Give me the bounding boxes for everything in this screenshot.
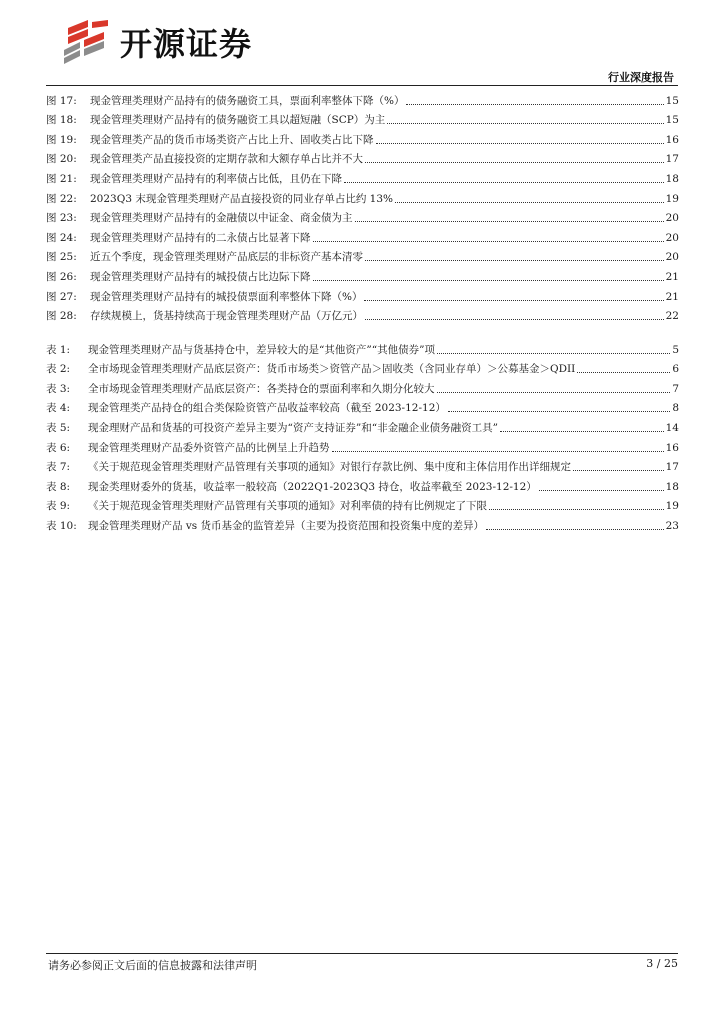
dot-leader [365, 161, 664, 163]
table-label: 表 9: [46, 500, 71, 513]
table-page: 8 [672, 402, 679, 415]
figure-page: 15 [665, 94, 679, 107]
figure-label: 图 20: [46, 153, 77, 166]
figure-label: 图 25: [46, 251, 77, 264]
table-title: 现金理财产品和货基的可投资产差异主要为“资产支持证券”和“非金融企业债务融资工具” [88, 421, 498, 434]
dot-leader [365, 259, 664, 261]
table-page: 19 [665, 500, 679, 513]
figure-title: 现金管理类产品的货币市场类资产占比上升、固收类占比下降 [90, 133, 374, 146]
table-entry[interactable] [46, 494, 679, 514]
figure-title: 现金管理类理财产品持有的债务融资工具以超短融（SCP）为主 [90, 114, 386, 127]
figure-entry[interactable] [46, 166, 679, 186]
figure-entry[interactable] [46, 206, 679, 226]
dot-leader [437, 352, 670, 354]
figure-page: 22 [665, 310, 679, 323]
header-divider [46, 85, 678, 86]
table-list [46, 337, 679, 533]
dot-leader [376, 142, 664, 144]
figure-entry[interactable] [46, 88, 679, 108]
table-page: 18 [665, 480, 679, 493]
figure-title: 现金管理类理财产品持有的利率债占比低，且仍在下降 [90, 172, 342, 185]
report-type-label: 行业深度报告 [608, 71, 674, 84]
figure-entry[interactable] [46, 186, 679, 206]
figure-title: 2023Q3 末现金管理类理财产品直接投资的同业存单占比约 13% [90, 192, 394, 205]
figure-entry[interactable] [46, 108, 679, 128]
table-page: 7 [672, 382, 679, 395]
table-page: 16 [665, 441, 679, 454]
page-header [0, 0, 724, 90]
figure-entry[interactable] [46, 284, 679, 304]
figure-title: 现金管理类产品直接投资的定期存款和大额存单占比并不大 [90, 153, 363, 166]
table-title: 《关于规范现金管理类理财产品管理有关事项的通知》对银行存款比例、集中度和主体信用作出详细规定 [88, 461, 571, 474]
company-logo-icon [58, 20, 116, 64]
table-label: 表 10: [46, 519, 77, 532]
figure-entry[interactable] [46, 147, 679, 167]
figure-label: 图 22: [46, 192, 77, 205]
dot-leader [486, 528, 664, 530]
table-page: 23 [665, 519, 679, 532]
figure-page: 20 [665, 231, 679, 244]
dot-leader [489, 508, 664, 510]
disclaimer-note: 请务必参阅正文后面的信息披露和法律声明 [48, 959, 257, 972]
table-entry[interactable] [46, 376, 679, 396]
dot-leader [344, 181, 664, 183]
dot-leader [577, 371, 670, 373]
table-entry[interactable] [46, 435, 679, 455]
figure-page: 20 [665, 251, 679, 264]
dot-leader [313, 279, 664, 281]
figure-label: 图 19: [46, 133, 77, 146]
table-label: 表 7: [46, 461, 71, 474]
table-entry[interactable] [46, 415, 679, 435]
table-title: 现金类理财委外的货基，收益率一般较高（2022Q1-2023Q3 持仓，收益率截至 2023-12-12） [88, 480, 537, 493]
page-number: 3 / 25 [646, 957, 678, 970]
figure-page: 17 [665, 153, 679, 166]
company-name: 开源证券 [120, 25, 253, 63]
table-entry[interactable] [46, 474, 679, 494]
figure-label: 图 23: [46, 212, 77, 225]
table-label: 表 1: [46, 343, 71, 356]
figure-page: 19 [665, 192, 679, 205]
figure-entry[interactable] [46, 245, 679, 265]
figure-label: 图 26: [46, 270, 77, 283]
dot-leader [437, 391, 671, 393]
figure-entry[interactable] [46, 304, 679, 324]
table-page: 6 [672, 363, 679, 376]
dot-leader [332, 450, 664, 452]
dot-leader [313, 240, 664, 242]
dot-leader [395, 201, 664, 203]
figure-page: 21 [665, 270, 679, 283]
table-title: 现金管理类理财产品 vs 货币基金的监管差异（主要为投资范围和投资集中度的差异） [88, 519, 484, 532]
table-label: 表 8: [46, 480, 71, 493]
footer-divider [46, 953, 678, 954]
figure-list [46, 88, 679, 323]
figure-title: 现金管理类理财产品持有的金融债以中证金、商金债为主 [90, 212, 353, 225]
figure-page: 18 [665, 172, 679, 185]
figure-label: 图 28: [46, 310, 77, 323]
figure-label: 图 21: [46, 172, 77, 185]
dot-leader [406, 103, 663, 105]
figure-title: 现金管理类理财产品持有的二永债占比显著下降 [90, 231, 311, 244]
figure-page: 20 [665, 212, 679, 225]
table-title: 现金管理类理财产品与货基持仓中，差异较大的是“其他资产”“其他债券”项 [88, 343, 435, 356]
table-title: 全市场现金管理类理财产品底层资产：货币市场类＞资管产品＞固收类（含同业存单）＞公募基金＞QDII [88, 363, 576, 376]
table-entry[interactable] [46, 455, 679, 475]
dot-leader [365, 318, 664, 320]
figure-page: 16 [665, 133, 679, 146]
table-page: 5 [672, 343, 679, 356]
table-title: 全市场现金管理类理财产品底层资产：各类持仓的票面利率和久期分化较大 [88, 382, 435, 395]
company-logo [58, 20, 252, 64]
table-label: 表 5: [46, 421, 71, 434]
table-entry[interactable] [46, 513, 679, 533]
table-title: 现金管理类产品持仓的组合类保险资管产品收益率较高（截至 2023-12-12） [88, 402, 446, 415]
table-entry[interactable] [46, 396, 679, 416]
table-page: 14 [665, 421, 679, 434]
figure-title: 现金管理类理财产品持有的城投债票面利率整体下降（%） [90, 290, 363, 303]
figure-page: 21 [665, 290, 679, 303]
table-entry[interactable] [46, 337, 679, 357]
table-label: 表 4: [46, 402, 71, 415]
figure-entry[interactable] [46, 225, 679, 245]
figure-label: 图 17: [46, 94, 77, 107]
figure-entry[interactable] [46, 127, 679, 147]
figure-title: 近五个季度，现金管理类理财产品底层的非标资产基本清零 [90, 251, 363, 264]
dot-leader [364, 299, 663, 301]
table-page: 17 [665, 461, 679, 474]
dot-leader [539, 489, 664, 491]
table-title: 《关于规范现金管理类理财产品管理有关事项的通知》对利率债的持有比例规定了下限 [88, 500, 487, 513]
dot-leader [355, 220, 664, 222]
table-entry[interactable] [46, 357, 679, 377]
figure-page: 15 [665, 114, 679, 127]
dot-leader [387, 122, 663, 124]
figure-title: 存续规模上，货基持续高于现金管理类理财产品（万亿元） [90, 310, 363, 323]
figure-label: 图 18: [46, 114, 77, 127]
dot-leader [573, 469, 664, 471]
dot-leader [448, 410, 670, 412]
figure-label: 图 27: [46, 290, 77, 303]
dot-leader [500, 430, 664, 432]
table-label: 表 3: [46, 382, 71, 395]
table-label: 表 2: [46, 363, 71, 376]
figure-label: 图 24: [46, 231, 77, 244]
figure-title: 现金管理类理财产品持有的债务融资工具，票面利率整体下降（%） [90, 94, 405, 107]
table-title: 现金管理类理财产品委外资管产品的比例呈上升趋势 [88, 441, 330, 454]
table-label: 表 6: [46, 441, 71, 454]
figure-title: 现金管理类理财产品持有的城投债占比边际下降 [90, 270, 311, 283]
figure-entry[interactable] [46, 264, 679, 284]
